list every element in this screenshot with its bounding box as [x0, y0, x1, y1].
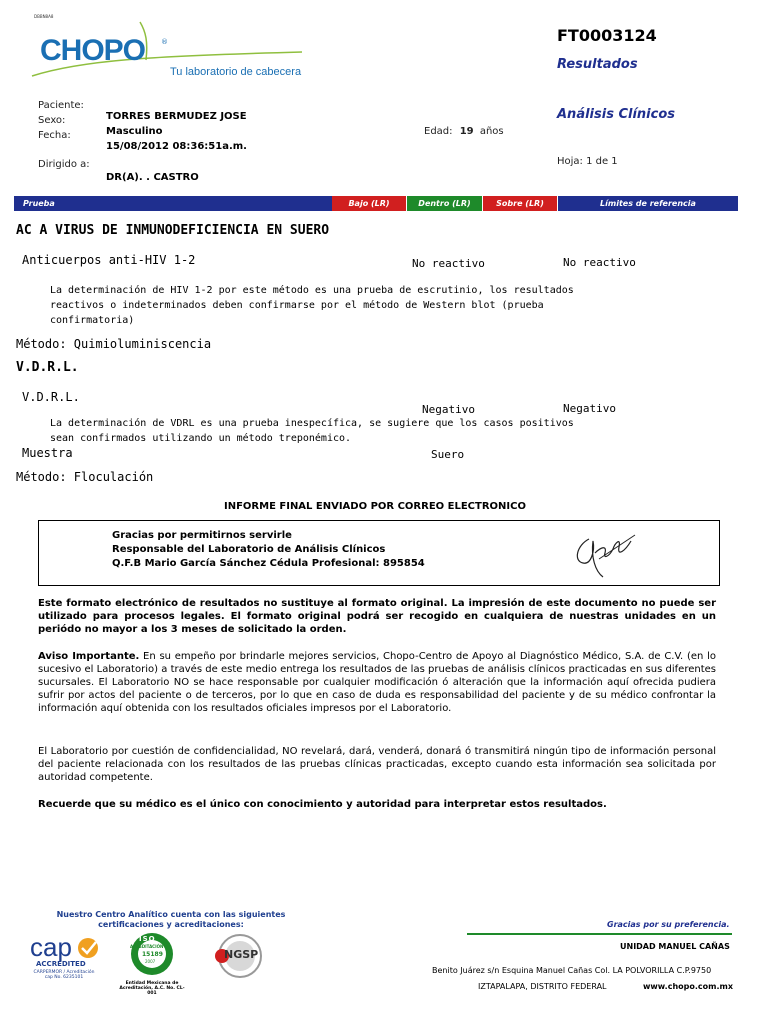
patient-label: Paciente: — [38, 100, 84, 111]
logo-tagline: Tu laboratorio de cabecera — [170, 66, 302, 78]
referring-doctor: DR(A). . CASTRO — [106, 172, 199, 183]
unit-city: IZTAPALAPA, DISTRITO FEDERAL — [478, 982, 607, 991]
vdrl-result: Negativo — [422, 403, 475, 416]
hiv-note-line-1: La determinación de HIV 1-2 por este método es una prueba de escrutinio, los resultados — [50, 285, 574, 296]
hiv-note-line-3: confirmatoria) — [50, 315, 135, 326]
hiv-note-line-2: reactivos o indeterminados deben confirmarse por el método de Western blot (prueba — [50, 300, 544, 311]
age-value: 19 — [459, 126, 474, 137]
date-label: Fecha: — [38, 130, 71, 141]
document-code-small: DBBN8A8 — [34, 14, 54, 19]
registered-mark: ® — [161, 38, 168, 46]
patient-date: 15/08/2012 08:36:51a.m. — [106, 141, 247, 152]
iso-ema-seal — [122, 932, 182, 978]
signature-line-1: Gracias por permitirnos servirle — [112, 530, 292, 541]
cap-caption: CARPERMOR / Acreditación cap No. 6235101 — [33, 970, 95, 980]
patient-sex: Masculino — [106, 126, 163, 137]
format-notice: Este formato electrónico de resultados no sustituye al formato original. La impresión de este documento no puede ser utilizado para procesos legales. El formato original podrá ser recogido en cualquiera de nuestras unidades en un periódo no mayor a los 3 meses de solicitado la orden. — [38, 598, 716, 635]
footer-divider — [467, 933, 732, 935]
hiv-method: Método: Quimioluminiscencia — [16, 337, 212, 351]
sample-value: Suero — [431, 448, 465, 461]
ngsp-seal — [202, 934, 280, 978]
vdrl-note-line-1: La determinación de VDRL es una prueba inespecífica, se sugiere que los casos positivos — [50, 418, 574, 429]
iso-ring-text: ACREDITACIÓN — [130, 944, 164, 949]
col-reference: Límites de referencia — [558, 196, 738, 211]
cap-check-icon — [74, 936, 104, 960]
notice-text: En su empeño por brindarle mejores servicios, Chopo-Centro de Apoyo al Diagnóstico Médico, S.A. de C.V. (en lo sucesivo el Laboratorio) a través de este medio entrega los resultados de las pruebas de análisis clínicos practicadas en sus diferentes sucursales. El Laboratorio NO se hace responsable por cualquier modificación ó alteración que la información aquí ofrecida pudiera sufrir por actos del paciente o de terceros, por lo que en caso de duda es responsabilidad del paciente y de su médico confrontar la información aquí obtenida con los resultados oficiales impresos por el Laboratorio. — [38, 651, 716, 714]
final-report-notice: INFORME FINAL ENVIADO POR CORREO ELECTRONICO — [224, 501, 526, 512]
chopo-logo-text: CHOPO — [40, 34, 146, 67]
age-field — [424, 126, 504, 137]
confidentiality-notice: El Laboratorio por cuestión de confidencialidad, NO revelará, dará, venderá, donará ó transmitirá ningún tipo de información personal del paciente relacionada con los resultados de las pruebas clínicas practicadas, excepto cuando esta información sea solicitada por autoridad competente. — [38, 746, 716, 783]
results-title: Resultados — [557, 57, 638, 72]
age-unit: años — [479, 126, 504, 137]
vdrl-method: Método: Floculación — [16, 470, 154, 484]
vdrl-reference: Negativo — [563, 402, 616, 415]
col-low: Bajo (LR) — [332, 196, 406, 211]
website-link[interactable]: www.chopo.com.mx — [643, 982, 734, 991]
ngsp-logo-text: NGSP — [224, 948, 259, 961]
signature-line-2: Responsable del Laboratorio de Análisis Clínicos — [112, 544, 386, 555]
area-title: Análisis Clínicos — [557, 107, 675, 122]
folio-number: FT0003124 — [557, 26, 657, 45]
hiv-section-title: AC A VIRUS DE INMUNODEFICIENCIA EN SUERO — [16, 223, 330, 238]
certifications-heading: Nuestro Centro Analítico cuenta con las siguientes certificaciones y acreditaciones: — [56, 910, 286, 929]
sample-label: Muestra — [22, 446, 73, 460]
notice-label: Aviso Importante. — [38, 651, 140, 662]
thanks-text: Gracias por su preferencia. — [607, 920, 730, 929]
results-column-header — [14, 196, 738, 211]
vdrl-note-line-2: sean confirmados utilizando un método treponémico. — [50, 433, 352, 444]
doctor-reminder: Recuerde que su médico es el único con conocimiento y autoridad para interpretar estos resultados. — [38, 799, 607, 810]
col-test: Prueba — [14, 196, 332, 211]
hiv-result: No reactivo — [412, 257, 485, 270]
sex-label: Sexo: — [38, 115, 66, 126]
page-indicator: Hoja: 1 de 1 — [557, 156, 618, 167]
handwritten-signature — [569, 527, 639, 579]
signature-line-3: Q.F.B Mario García Sánchez Cédula Profesional: 895854 — [112, 558, 425, 569]
age-label: Edad: — [424, 126, 453, 137]
col-within: Dentro (LR) — [407, 196, 482, 211]
unit-address: Benito Juárez s/n Esquina Manuel Cañas Col. LA POLVORILLA C.P.9750 — [432, 966, 712, 975]
hiv-reference: No reactivo — [563, 256, 636, 269]
cap-accredited-logo — [30, 932, 110, 992]
cap-logo-text: cap — [30, 932, 72, 962]
unit-name: UNIDAD MANUEL CAÑAS — [620, 942, 730, 951]
col-high: Sobre (LR) — [483, 196, 557, 211]
important-notice — [38, 650, 716, 715]
iso-label: ISO — [139, 935, 156, 943]
vdrl-section-title: V.D.R.L. — [16, 360, 79, 375]
ema-caption: Entidad Mexicana de Acreditación, A.C. No. CL-001 — [119, 981, 185, 996]
referred-label: Dirigido a: — [38, 159, 90, 170]
iso-year: 2007 — [145, 959, 156, 964]
signature-box — [38, 520, 720, 586]
iso-number: 15189 — [142, 951, 163, 958]
patient-name: TORRES BERMUDEZ JOSE — [106, 111, 247, 122]
vdrl-test-name: V.D.R.L. — [22, 390, 80, 404]
cap-accredited-label: ACCREDITED — [36, 960, 86, 968]
hiv-test-name: Anticuerpos anti-HIV 1-2 — [22, 253, 196, 267]
